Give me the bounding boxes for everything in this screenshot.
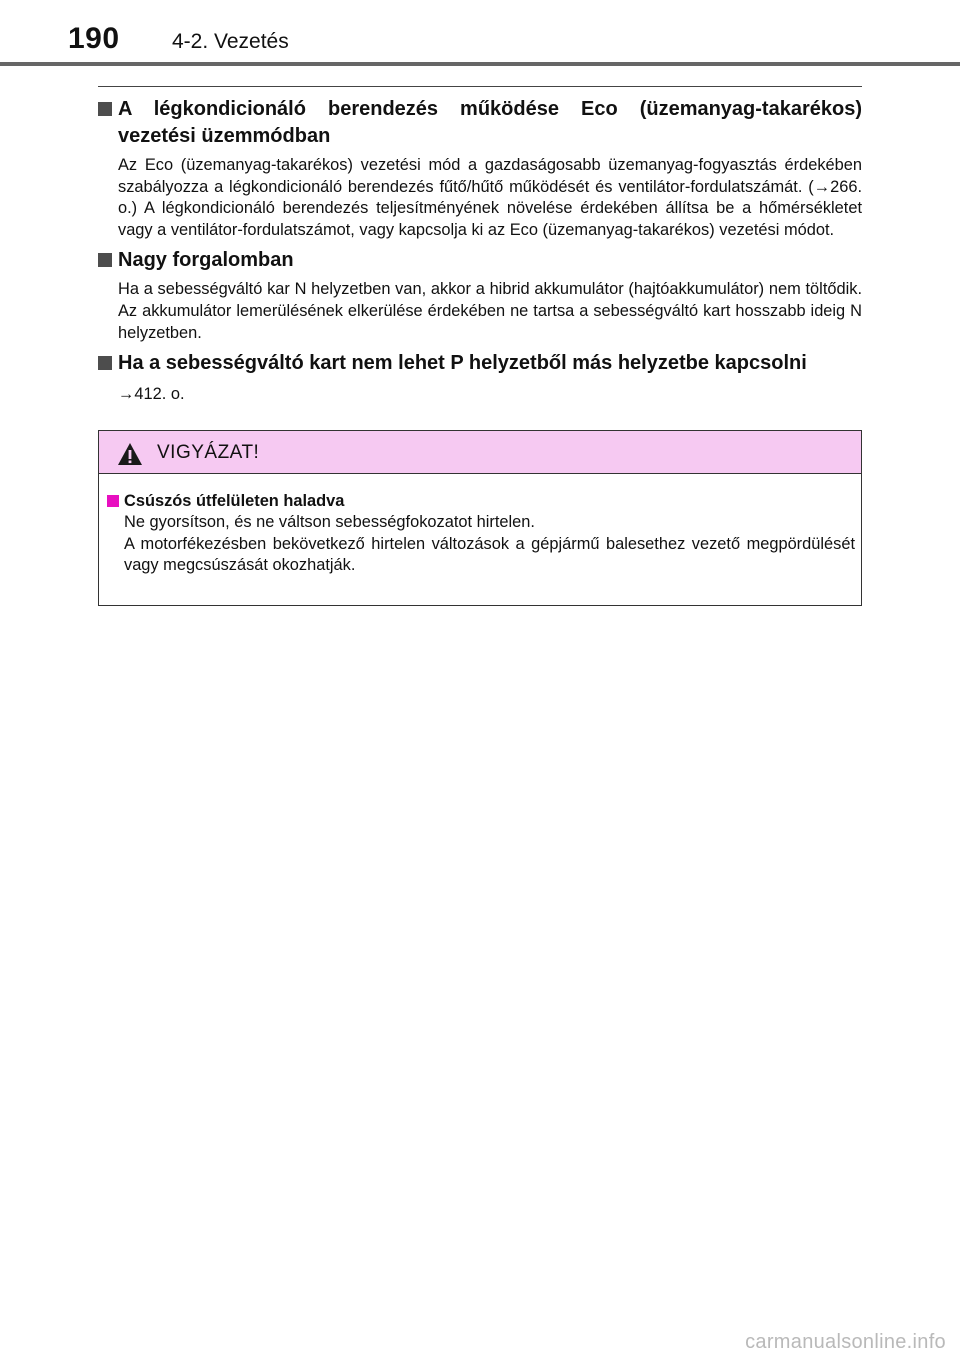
caution-square-icon [107, 495, 119, 507]
section-heading-text: A légkondicionáló berendezés működése Eco (üzemanyag-takarékos) vezetési üzemmódban [118, 98, 862, 147]
main-content [98, 86, 862, 412]
section-shift-lever [98, 350, 862, 406]
section-heading [98, 350, 862, 377]
section-heading-text: Ha a sebességváltó kart nem lehet P helyzetből más helyzetbe kapcsolni [118, 352, 807, 375]
section-eco-ac [98, 96, 862, 241]
caution-box [98, 430, 862, 606]
page-number: 190 [68, 22, 120, 55]
section-heading [98, 247, 862, 274]
section-body: Ha a sebességváltó kar N helyzetben van, akkor a hibrid akkumulátor (hajtóakkumulátor) nem töltődik. Az akkumulátor lemerülésének elkerülése érdekében ne tartsa a sebességváltó kart hosszabb ideig N helyzetben. [118, 280, 862, 342]
caution-line: Ne gyorsítson, és ne váltson sebességfokozatot hirtelen. [124, 513, 535, 531]
caution-title: VIGYÁZAT! [157, 442, 260, 463]
section-square-icon [98, 102, 112, 116]
section-heavy-traffic [98, 247, 862, 344]
page-reference-link[interactable]: →412. o. [118, 385, 185, 404]
warning-triangle-icon [117, 442, 143, 466]
chapter-title: 4-2. Vezetés [172, 30, 289, 53]
section-square-icon [98, 356, 112, 370]
section-body: Az Eco (üzemanyag-takarékos) vezetési mód a gazdaságosabb üzemanyag-fogyasztás érdekében szabályozza a légkondicionáló berendezés fűtő/hűtő működését és ventilátor-fordulatszámát. (→266. o.) A légkondicionáló berendezés teljesítményének növelése érdekében állítsa be a hőmérsékletet vagy a ventilátor-fordulatszámot, vagy kapcsolja ki az Eco (üzemanyag-takarékos) vezetési módot. [118, 156, 862, 239]
header-rule [0, 62, 960, 66]
caution-line: A motorfékezésben bekövetkező hirtelen változások a gépjármű balesethez vezető megpördülését vagy megcsúszását okozhatják. [124, 534, 855, 575]
section-divider [98, 86, 862, 87]
caution-item-heading [107, 491, 855, 512]
caution-item-heading-text: Csúszós útfelületen haladva [124, 492, 345, 510]
watermark: carmanualsonline.info [745, 1331, 946, 1353]
section-square-icon [98, 253, 112, 267]
section-body [98, 382, 862, 406]
section-heading-text: Nagy forgalomban [118, 249, 294, 272]
page-header [0, 0, 960, 66]
section-heading [98, 96, 862, 150]
caution-item-text [107, 512, 855, 577]
caution-header [99, 431, 861, 474]
caution-body [99, 474, 855, 577]
